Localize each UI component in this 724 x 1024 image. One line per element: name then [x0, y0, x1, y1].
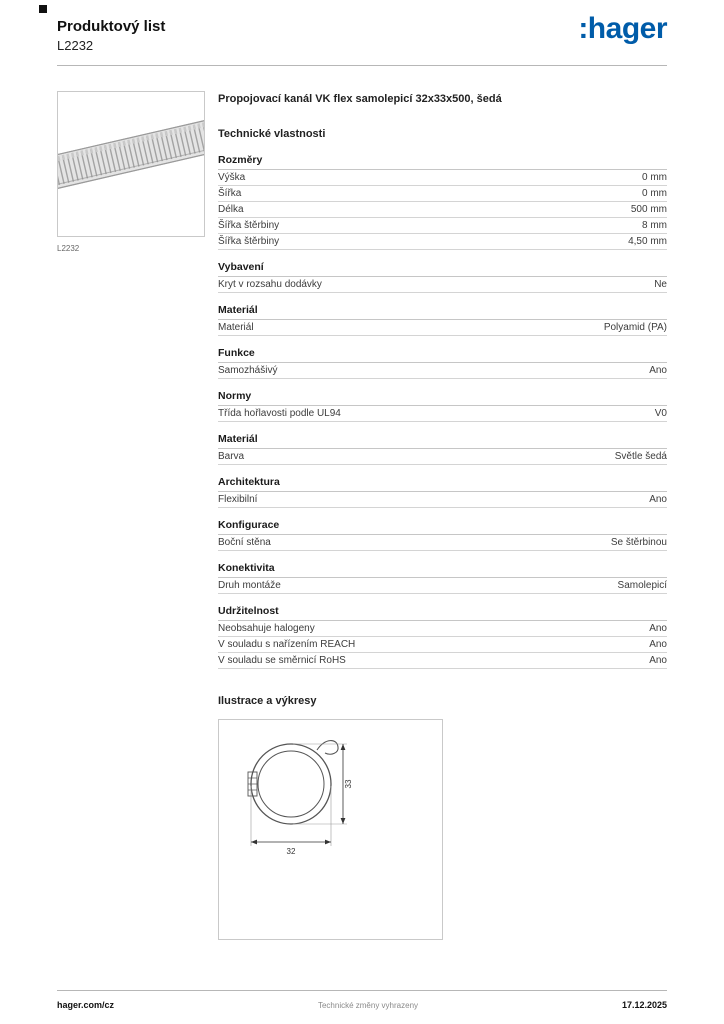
footer-date: 17.12.2025 [621, 1000, 667, 1010]
table-row [218, 637, 667, 653]
section-heading: Normy [218, 390, 667, 406]
table-row [218, 170, 667, 186]
table-row [218, 202, 667, 218]
table-row [218, 578, 667, 594]
spec-value: V0 [654, 408, 667, 419]
spec-section [218, 261, 667, 293]
product-photo-illustration [58, 92, 204, 236]
spec-value: Ne [654, 279, 667, 290]
doc-footer [57, 990, 667, 1010]
spec-value: 0 mm [642, 172, 667, 183]
header-rule [57, 65, 667, 66]
table-row [218, 535, 667, 551]
section-heading: Konektivita [218, 562, 667, 578]
spec-value: Ano [649, 365, 667, 376]
spec-section [218, 433, 667, 465]
spec-section [218, 605, 667, 669]
table-row [218, 449, 667, 465]
section-rows [218, 449, 667, 465]
spec-value: Ano [649, 655, 667, 666]
dimension-height-label: 33 [344, 779, 353, 789]
product-code: L2232 [57, 38, 94, 53]
section-rows [218, 363, 667, 379]
spec-value: Samolepicí [617, 580, 667, 591]
footer-link[interactable]: hager.com/cz [57, 1000, 115, 1010]
product-image-caption: L2232 [57, 244, 80, 253]
table-row [218, 492, 667, 508]
spec-section [218, 519, 667, 551]
tech-properties-heading: Technické vlastnosti [218, 128, 326, 140]
spec-value: Se štěrbinou [610, 537, 667, 548]
spec-value: Polyamid (PA) [603, 322, 667, 333]
table-row [218, 234, 667, 250]
doc-title: Produktový list [57, 18, 166, 35]
spec-value: Ano [649, 639, 667, 650]
spec-value: Ano [649, 623, 667, 634]
spec-label: Šířka [218, 188, 242, 199]
section-heading: Materiál [218, 304, 667, 320]
spec-label: Neobsahuje halogeny [218, 623, 315, 634]
technical-drawing [218, 719, 443, 940]
spec-section [218, 154, 667, 250]
product-title: Propojovací kanál VK flex samolepicí 32x33x500, šedá [218, 93, 502, 105]
section-rows [218, 535, 667, 551]
spec-label: Barva [218, 451, 245, 462]
spec-value: 4,50 mm [628, 236, 667, 247]
spec-value: 0 mm [642, 188, 667, 199]
section-heading: Vybavení [218, 261, 667, 277]
section-rows [218, 170, 667, 250]
spec-label: Výška [218, 172, 246, 183]
section-rows [218, 621, 667, 669]
spec-label: V souladu s nařízením REACH [218, 639, 356, 650]
table-row [218, 277, 667, 293]
spec-label: V souladu se směrnicí RoHS [218, 655, 346, 666]
spec-label: Flexibilní [218, 494, 258, 505]
section-heading: Konfigurace [218, 519, 667, 535]
doc-header [57, 0, 667, 53]
table-row [218, 653, 667, 669]
spec-section [218, 476, 667, 508]
crop-mark [39, 5, 47, 13]
spec-value: Ano [649, 494, 667, 505]
dimension-width-label: 32 [286, 847, 296, 856]
spec-section [218, 347, 667, 379]
table-row [218, 186, 667, 202]
spec-label: Šířka štěrbiny [218, 220, 280, 231]
spec-value: 500 mm [630, 204, 667, 215]
spec-label: Materiál [218, 322, 254, 333]
table-row [218, 406, 667, 422]
table-row [218, 320, 667, 336]
section-rows [218, 406, 667, 422]
spec-value: 8 mm [642, 220, 667, 231]
section-heading: Udržitelnost [218, 605, 667, 621]
product-image-column [57, 91, 205, 940]
spec-label: Druh montáže [218, 580, 281, 591]
spec-sections [218, 154, 667, 669]
spec-label: Třída hořlavosti podle UL94 [218, 408, 341, 419]
product-image [57, 91, 205, 237]
spec-label: Boční stěna [218, 537, 271, 548]
section-heading: Materiál [218, 433, 667, 449]
table-row [218, 621, 667, 637]
spec-section [218, 562, 667, 594]
hager-logo: :hager [578, 12, 667, 45]
spec-label: Samozhášivý [218, 365, 278, 376]
spec-value: Světle šedá [614, 451, 667, 462]
dimension-drawing [219, 720, 442, 939]
section-rows [218, 578, 667, 594]
spec-label: Kryt v rozsahu dodávky [218, 279, 322, 290]
table-row [218, 363, 667, 379]
spec-column [218, 91, 667, 940]
section-heading: Rozměry [218, 154, 667, 170]
spec-label: Délka [218, 204, 244, 215]
main-content [57, 91, 667, 940]
section-rows [218, 492, 667, 508]
section-heading: Architektura [218, 476, 667, 492]
footer-notice: Technické změny vyhrazeny [317, 1001, 419, 1010]
illustrations-heading: Ilustrace a výkresy [218, 695, 317, 707]
spec-section [218, 390, 667, 422]
section-rows [218, 277, 667, 293]
section-rows [218, 320, 667, 336]
section-heading: Funkce [218, 347, 667, 363]
spec-label: Šířka štěrbiny [218, 236, 280, 247]
table-row [218, 218, 667, 234]
spec-section [218, 304, 667, 336]
